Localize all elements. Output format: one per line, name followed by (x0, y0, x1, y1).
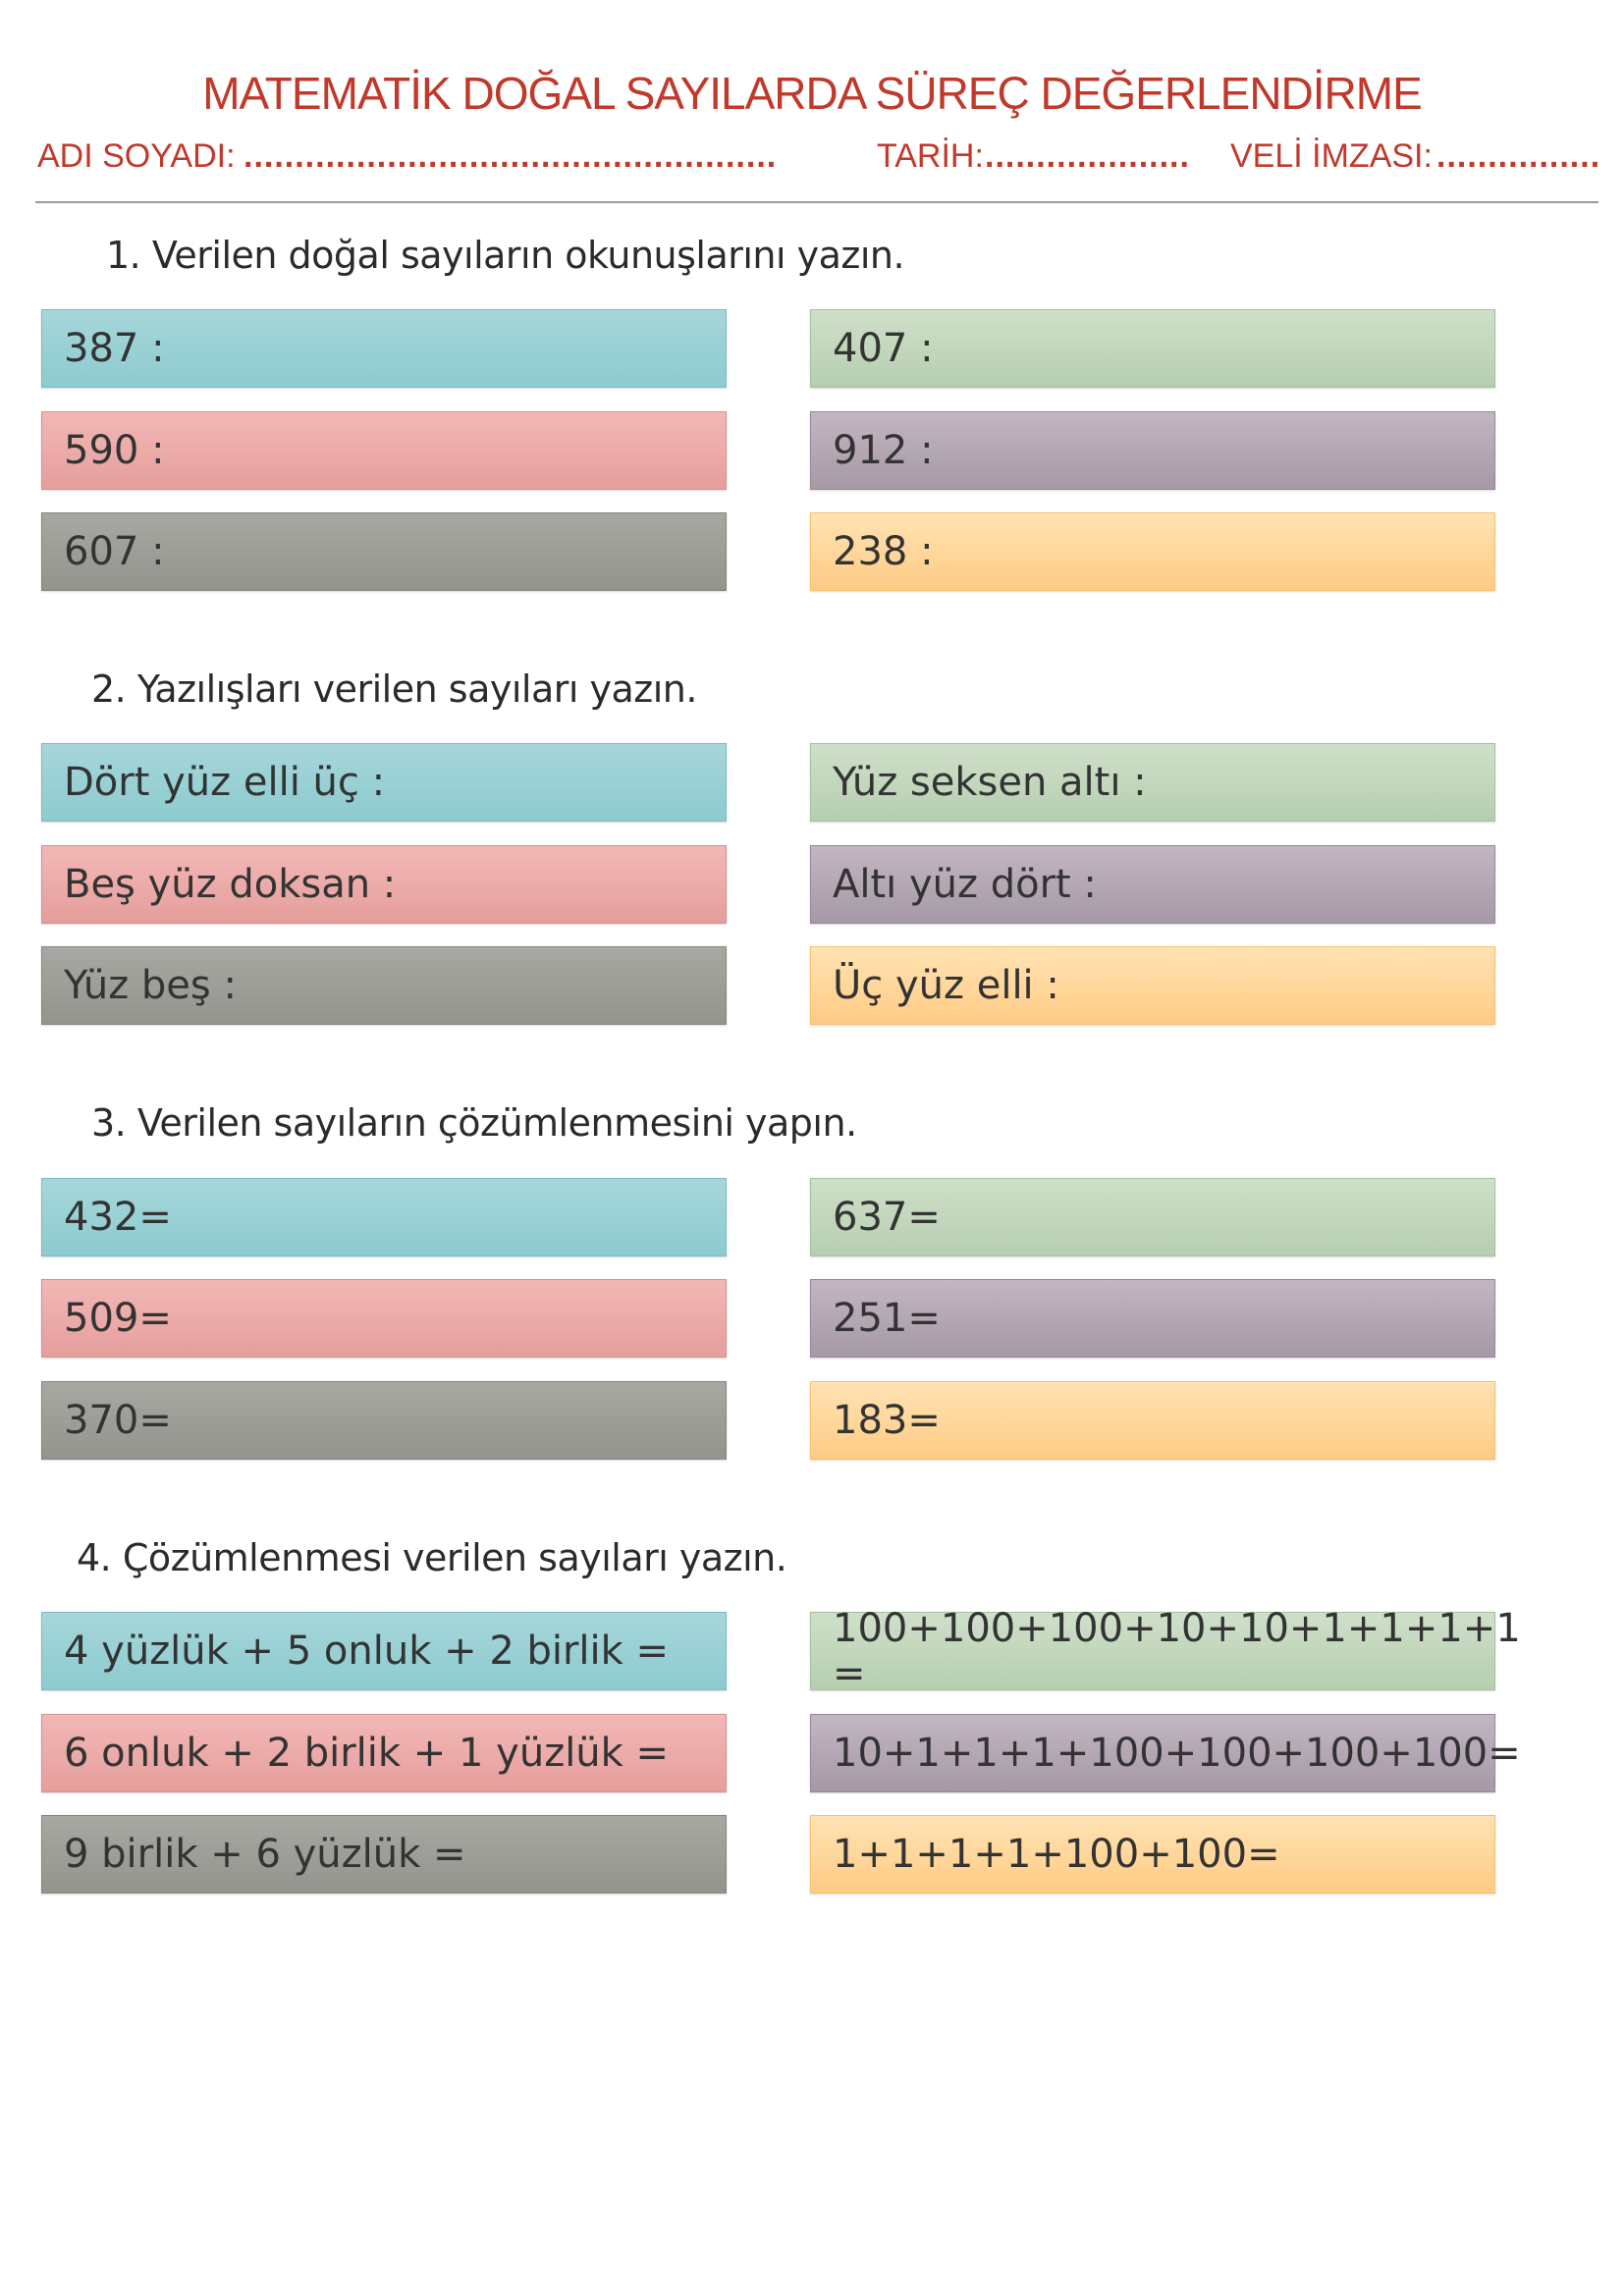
answer-box[interactable]: 1+1+1+1+100+100= (810, 1815, 1495, 1894)
answer-box[interactable]: 100+100+100+10+10+1+1+1+1 = (810, 1612, 1495, 1690)
answer-box[interactable]: 407 : (810, 309, 1495, 388)
answer-box[interactable]: 9 birlik + 6 yüzlük = (41, 1815, 727, 1894)
answer-box[interactable]: 432= (41, 1178, 727, 1256)
answer-box[interactable]: Beş yüz doksan : (41, 845, 727, 924)
signature-field[interactable]: ................ (1436, 137, 1601, 175)
answer-box[interactable]: 4 yüzlük + 5 onluk + 2 birlik = (41, 1612, 727, 1690)
answer-box[interactable]: 251= (810, 1279, 1495, 1358)
name-label: ADI SOYADI: (37, 137, 236, 175)
answer-box[interactable]: Dört yüz elli üç : (41, 743, 727, 822)
answer-box[interactable]: 370= (41, 1381, 727, 1460)
answer-box[interactable]: 607 : (41, 512, 727, 591)
answer-box[interactable]: Altı yüz dört : (810, 845, 1495, 924)
name-field[interactable]: .................................................... (244, 137, 778, 175)
answer-box[interactable]: 10+1+1+1+100+100+100+100= (810, 1714, 1495, 1792)
page-title: MATEMATİK DOĞAL SAYILARDA SÜREÇ DEĞERLENDİRME (202, 68, 1422, 119)
date-field[interactable]: .................... (985, 137, 1190, 175)
answer-box[interactable]: Üç yüz elli : (810, 946, 1495, 1025)
answer-box[interactable]: 590 : (41, 411, 727, 490)
section-4-heading: 4. Çözümlenmesi verilen sayıları yazın. (77, 1536, 787, 1579)
section-1-heading: 1. Verilen doğal sayıların okunuşlarını yazın. (106, 234, 905, 277)
answer-box[interactable]: 387 : (41, 309, 727, 388)
answer-box[interactable]: 6 onluk + 2 birlik + 1 yüzlük = (41, 1714, 727, 1792)
header-divider (35, 201, 1598, 203)
answer-box[interactable]: 637= (810, 1178, 1495, 1256)
answer-box[interactable]: 912 : (810, 411, 1495, 490)
answer-box[interactable]: Yüz seksen altı : (810, 743, 1495, 822)
section-2-heading: 2. Yazılışları verilen sayıları yazın. (91, 667, 697, 711)
date-label: TARİH: (877, 137, 984, 175)
answer-box[interactable]: 183= (810, 1381, 1495, 1460)
signature-label: VELİ İMZASI: (1230, 137, 1433, 175)
answer-box[interactable]: Yüz beş : (41, 946, 727, 1025)
answer-box[interactable]: 509= (41, 1279, 727, 1358)
student-info-line (37, 137, 1601, 187)
answer-box[interactable]: 238 : (810, 512, 1495, 591)
section-3-heading: 3. Verilen sayıların çözümlenmesini yapın. (91, 1101, 857, 1145)
